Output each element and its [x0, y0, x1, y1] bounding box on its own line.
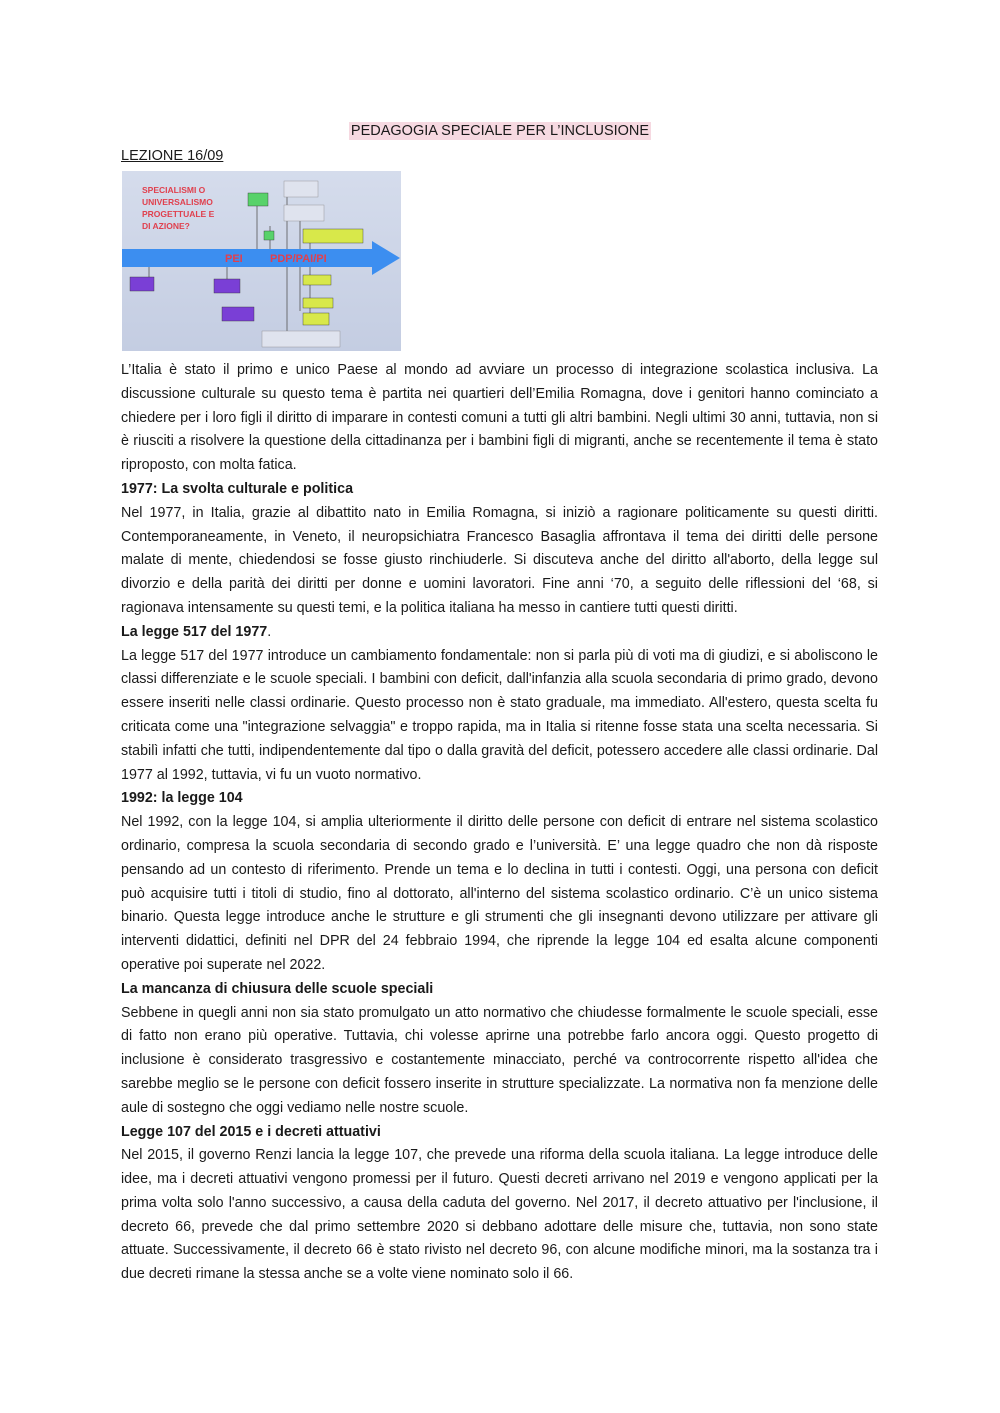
heading-period: . [267, 623, 272, 640]
timeline-diagram [122, 171, 401, 351]
intro-paragraph: L’Italia è stato il primo e unico Paese al mondo ad avviare un processo di integrazione scolastica inclusiva. La discussione culturale su questo tema è partita nei quartieri dell’Emilia Romagna, dove i genitori hanno cominciato a chiedere per i loro figli il diritto di imparare in contesti comuni a tutti gli altri bambini. Negli ultimi 30 anni, tuttavia, non si è riusciti a risolvere la questione della cittadinanza per i bambini figli di migranti, anche se recentemente il tema è stato riproposto, con molta fatica. [121, 362, 878, 474]
section-heading-legge-517-text: La legge 517 del 1977 [121, 623, 268, 640]
arrow-label-pdp: PDP/PAI/PI [270, 253, 327, 265]
slide-heading-line: UNIVERSALISMO [142, 197, 213, 207]
slide-heading-line: PROGETTUALE E [142, 209, 215, 219]
section-paragraph-1977: Nel 1977, in Italia, grazie al dibattito nato in Emilia Romagna, si iniziò a ragionare politicamente su questi diritti. Contemporaneamente, in Veneto, il neuropsichiatra Francesco Basaglia affrontava il tema dei diritti delle persone malate di mente, chiedendosi se fosse giusto rinchiuderle. Si discuteva anche del diritto all'aborto, della legge sul divorzio e della parità dei diritti per donne e uomini lavoratori. Fine anni ‘70, a seguito delle riflessioni del ‘68, si ragionava intensamente su questi temi, e la politica italiana ha messo in cantiere tutti questi diritti. [121, 504, 878, 616]
timeline-slide-image [122, 171, 401, 351]
section-paragraph-legge-517: La legge 517 del 1977 introduce un cambiamento fondamentale: non si parla più di voti ma di giudizi, e si aboliscono le classi differenziate e le scuole speciali. I bambini con deficit, dall'infanzia alla scuola secondaria di primo grado, devono essere inseriti nelle classi ordinarie. Questo processo non è stato graduale, ma immediato. All'estero, questa scelta fu criticata come una "integrazione selvaggia" e troppo rapida, ma in Italia si ritenne fosse stata una scelta necessaria. Si stabilì infatti che tutti, indipendentemente dal tipo o dalla gravità del deficit, potessero accedere alle classi ordinarie. Dal 1977 al 1992, tuttavia, vi fu un vuoto normativo. [121, 647, 878, 783]
section-heading-1977: 1977: La svolta culturale e politica [121, 480, 354, 497]
document-title [0, 120, 1000, 142]
section-paragraph-legge-107: Nel 2015, il governo Renzi lancia la legge 107, che prevede una riforma della scuola italiana. La legge introduce delle idee, ma i decreti attuativi vengono promessi per il futuro. Questi decreti arrivano nel 2019 e vengono applicati per la prima volta solo l'anno successivo, a causa della caduta del governo. Nel 2017, il decreto attuativo per l'inclusione, il decreto 66, prevede che dal primo settembre 2020 si debbano adottare delle misure che, tuttavia, non sono state attuate. Successivamente, il decreto 66 è stato rivisto nel decreto 96, con alcune modifiche minori, ma la sostanza tra i due decreti rimane la stessa anche se a volte viene nominato solo il 66. [121, 1147, 878, 1283]
slide-heading-line: SPECIALISMI O [142, 185, 206, 195]
document-title-text: PEDAGOGIA SPECIALE PER L’INCLUSIONE [350, 123, 650, 139]
slide-heading-line: DI AZIONE? [142, 221, 190, 231]
document-body [121, 359, 878, 1287]
section-paragraph-legge-104: Nel 1992, con la legge 104, si amplia ulteriormente il diritto delle persone con deficit di entrare nel sistema scolastico ordinario, compresa la scuola secondaria di secondo grado e l’università. E’ una legge quadro che non dà risposte pensando ad un contesto di riferimento. Prende un tema e lo declina in tutti i contesti. Oggi, una persona con deficit può acquisire tutti i titoli di studio, fino al dottorato, all'interno del sistema scolastico ordinario. C’è un unico sistema binario. Questa legge introduce anche le strutture e gli strumenti che gli insegnanti devono utilizzare per attivare gli interventi didattici, definiti nel DPR del 24 febbraio 1994, che riprende la legge 104 ed esalta alcune componenti operative poi superate nel 2022. [121, 814, 878, 973]
lesson-heading: LEZIONE 16/09 [121, 148, 224, 164]
section-heading-legge-107: Legge 107 del 2015 e i decreti attuativi [121, 1123, 381, 1140]
section-heading-legge-104: 1992: la legge 104 [121, 790, 243, 807]
section-heading-scuole-speciali: La mancanza di chiusura delle scuole speciali [121, 980, 434, 997]
section-paragraph-scuole-speciali: Sebbene in quegli anni non sia stato promulgato un atto normativo che chiudesse formalmente le scuole speciali, esse di fatto non erano più operative. Tuttavia, chi volesse aprirne una potrebbe farlo ancora oggi. Questo progetto di inclusione è considerato trasgressivo e costantemente minacciato, perché va controcorrente rispetto all'idea che sarebbe meglio se le persone con deficit fossero inserite in strutture specializzate. La normativa non fa menzione delle aule di sostegno che oggi vediamo nelle nostre scuole. [121, 1004, 878, 1116]
arrow-label-pei: PEI [225, 253, 243, 265]
section-heading-legge-517 [121, 621, 878, 645]
